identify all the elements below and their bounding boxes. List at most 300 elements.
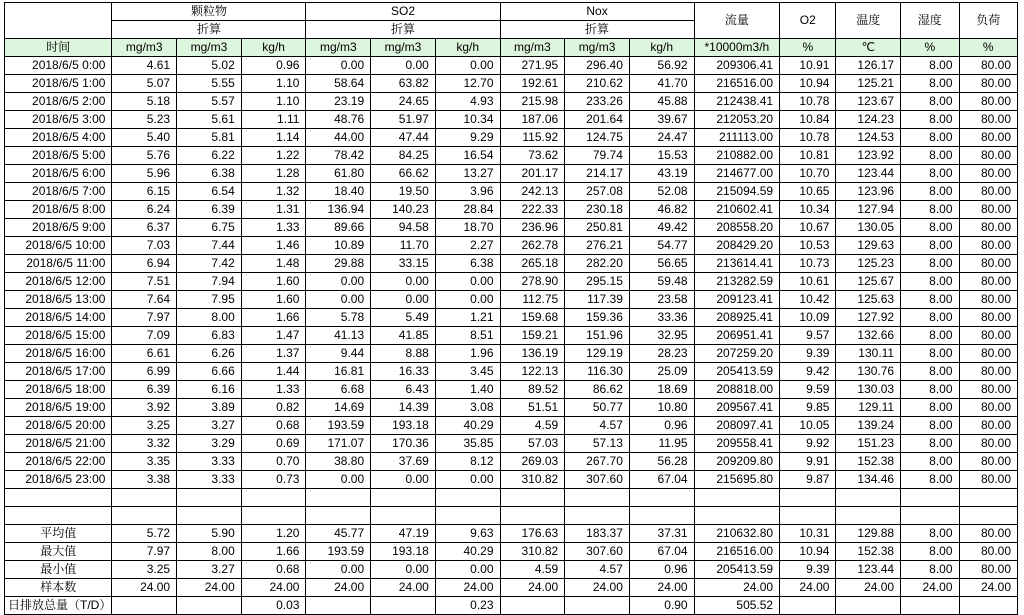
- cell-r13-c0: 7.64: [112, 291, 177, 309]
- spacer-cell: [629, 489, 694, 507]
- cell-r23-c5: 0.00: [435, 471, 500, 489]
- table-row: [5, 435, 1018, 453]
- cell-r14-c6: 159.68: [500, 309, 565, 327]
- cell-r6-c5: 13.27: [435, 165, 500, 183]
- cell-r22-c0: 3.35: [112, 453, 177, 471]
- cell-r3-c7: 201.64: [565, 111, 630, 129]
- cell-time: 2018/6/5 16:00: [5, 345, 112, 363]
- cell-r5-c9: 210882.00: [694, 147, 780, 165]
- cell-r21-c8: 11.95: [629, 435, 694, 453]
- cell-r14-c4: 5.49: [371, 309, 436, 327]
- cell-r6-c10: 10.70: [780, 165, 836, 183]
- cell-r20-c2: 0.68: [241, 417, 306, 435]
- cell-r22-c3: 38.80: [306, 453, 371, 471]
- cell-r11-c0: 6.94: [112, 255, 177, 273]
- cell-r19-c4: 14.39: [371, 399, 436, 417]
- cell-r0-c4: 0.00: [371, 57, 436, 75]
- cell-r11-c5: 6.38: [435, 255, 500, 273]
- cell-r16-c13: 80.00: [959, 345, 1017, 363]
- cell-r21-c3: 171.07: [306, 435, 371, 453]
- table-row: [5, 93, 1018, 111]
- summary-cell-s4-c4: [371, 597, 436, 615]
- cell-r4-c13: 80.00: [959, 129, 1017, 147]
- cell-r0-c13: 80.00: [959, 57, 1017, 75]
- cell-r0-c10: 10.91: [780, 57, 836, 75]
- summary-cell-s3-c2: 24.00: [241, 579, 306, 597]
- spacer-cell: [177, 489, 242, 507]
- cell-r6-c13: 80.00: [959, 165, 1017, 183]
- cell-r20-c1: 3.27: [177, 417, 242, 435]
- cell-r7-c13: 80.00: [959, 183, 1017, 201]
- spacer-cell: [371, 489, 436, 507]
- cell-r22-c7: 267.70: [565, 453, 630, 471]
- cell-r8-c8: 46.82: [629, 201, 694, 219]
- cell-r7-c5: 3.96: [435, 183, 500, 201]
- cell-r11-c9: 213614.41: [694, 255, 780, 273]
- spacer-cell: [780, 507, 836, 525]
- cell-r18-c3: 6.68: [306, 381, 371, 399]
- cell-r14-c1: 8.00: [177, 309, 242, 327]
- cell-r16-c0: 6.61: [112, 345, 177, 363]
- header-group-1: SO2: [306, 3, 500, 21]
- cell-time: 2018/6/5 22:00: [5, 453, 112, 471]
- summary-cell-s2-c1: 3.27: [177, 561, 242, 579]
- summary-cell-s3-c7: 24.00: [565, 579, 630, 597]
- summary-cell-s0-c10: 10.31: [780, 525, 836, 543]
- cell-r17-c6: 122.13: [500, 363, 565, 381]
- cell-r7-c0: 6.15: [112, 183, 177, 201]
- cell-r18-c13: 80.00: [959, 381, 1017, 399]
- cell-r13-c8: 23.58: [629, 291, 694, 309]
- cell-time: 2018/6/5 17:00: [5, 363, 112, 381]
- cell-time: 2018/6/5 14:00: [5, 309, 112, 327]
- summary-row-2: [5, 561, 1018, 579]
- cell-r23-c4: 0.00: [371, 471, 436, 489]
- cell-r2-c0: 5.18: [112, 93, 177, 111]
- summary-cell-s4-c9: 505.52: [694, 597, 780, 615]
- cell-r12-c2: 1.60: [241, 273, 306, 291]
- cell-r3-c0: 5.23: [112, 111, 177, 129]
- cell-r22-c13: 80.00: [959, 453, 1017, 471]
- cell-r3-c13: 80.00: [959, 111, 1017, 129]
- cell-r10-c12: 8.00: [901, 237, 959, 255]
- cell-r1-c6: 192.61: [500, 75, 565, 93]
- cell-r5-c2: 1.22: [241, 147, 306, 165]
- spacer-cell: [371, 507, 436, 525]
- cell-r5-c0: 5.76: [112, 147, 177, 165]
- cell-time: 2018/6/5 18:00: [5, 381, 112, 399]
- cell-r19-c9: 209567.41: [694, 399, 780, 417]
- table-row: [5, 345, 1018, 363]
- cell-time: 2018/6/5 1:00: [5, 75, 112, 93]
- table-row: [5, 453, 1018, 471]
- spacer-cell: [177, 507, 242, 525]
- summary-cell-s2-c7: 4.57: [565, 561, 630, 579]
- cell-r13-c11: 125.63: [836, 291, 901, 309]
- table-row: [5, 111, 1018, 129]
- summary-cell-s0-c12: 8.00: [901, 525, 959, 543]
- cell-time: 2018/6/5 2:00: [5, 93, 112, 111]
- summary-cell-s3-c10: 24.00: [780, 579, 836, 597]
- cell-r15-c10: 9.57: [780, 327, 836, 345]
- summary-cell-s2-c6: 4.59: [500, 561, 565, 579]
- cell-r15-c9: 206951.41: [694, 327, 780, 345]
- header-group-4: O2: [780, 3, 836, 39]
- cell-r19-c7: 50.77: [565, 399, 630, 417]
- header-group-row: [5, 3, 1018, 21]
- cell-r4-c3: 44.00: [306, 129, 371, 147]
- cell-r19-c2: 0.82: [241, 399, 306, 417]
- header-group-7: 负荷: [959, 3, 1017, 39]
- cell-r19-c11: 129.11: [836, 399, 901, 417]
- cell-r0-c5: 0.00: [435, 57, 500, 75]
- cell-r9-c6: 236.96: [500, 219, 565, 237]
- summary-label: 样本数: [5, 579, 112, 597]
- cell-time: 2018/6/5 3:00: [5, 111, 112, 129]
- cell-r17-c1: 6.66: [177, 363, 242, 381]
- cell-r17-c0: 6.99: [112, 363, 177, 381]
- spacer-cell: [836, 507, 901, 525]
- cell-r19-c1: 3.89: [177, 399, 242, 417]
- summary-row-0: [5, 525, 1018, 543]
- summary-cell-s4-c3: [306, 597, 371, 615]
- cell-r1-c9: 216516.00: [694, 75, 780, 93]
- cell-r2-c9: 212438.41: [694, 93, 780, 111]
- spacer-row: [5, 489, 1018, 507]
- summary-cell-s4-c11: [836, 597, 901, 615]
- cell-r2-c12: 8.00: [901, 93, 959, 111]
- summary-cell-s0-c11: 129.88: [836, 525, 901, 543]
- cell-r0-c6: 271.95: [500, 57, 565, 75]
- cell-r6-c6: 201.17: [500, 165, 565, 183]
- cell-r7-c10: 10.65: [780, 183, 836, 201]
- summary-cell-s0-c5: 9.63: [435, 525, 500, 543]
- cell-r18-c10: 9.59: [780, 381, 836, 399]
- emissions-data-table: [4, 2, 1018, 615]
- cell-r17-c10: 9.42: [780, 363, 836, 381]
- cell-r7-c4: 19.50: [371, 183, 436, 201]
- cell-r17-c12: 8.00: [901, 363, 959, 381]
- cell-r9-c8: 49.42: [629, 219, 694, 237]
- summary-cell-s0-c8: 37.31: [629, 525, 694, 543]
- summary-cell-s2-c4: 0.00: [371, 561, 436, 579]
- cell-r9-c12: 8.00: [901, 219, 959, 237]
- table-row: [5, 201, 1018, 219]
- spacer-cell: [500, 507, 565, 525]
- cell-r3-c11: 124.23: [836, 111, 901, 129]
- cell-r1-c3: 58.64: [306, 75, 371, 93]
- spacer-cell: [780, 489, 836, 507]
- spacer-row: [5, 507, 1018, 525]
- cell-r8-c0: 6.24: [112, 201, 177, 219]
- cell-r23-c10: 9.87: [780, 471, 836, 489]
- cell-r5-c8: 15.53: [629, 147, 694, 165]
- cell-r6-c9: 214677.00: [694, 165, 780, 183]
- cell-r10-c7: 276.21: [565, 237, 630, 255]
- cell-r21-c4: 170.36: [371, 435, 436, 453]
- cell-r23-c6: 310.82: [500, 471, 565, 489]
- summary-cell-s2-c2: 0.68: [241, 561, 306, 579]
- column-header-unit-10: %: [780, 39, 836, 57]
- spacer-cell: [836, 489, 901, 507]
- cell-r4-c7: 124.75: [565, 129, 630, 147]
- cell-r14-c10: 10.09: [780, 309, 836, 327]
- summary-cell-s3-c12: 24.00: [901, 579, 959, 597]
- cell-time: 2018/6/5 6:00: [5, 165, 112, 183]
- header-group-0: 颗粒物: [112, 3, 306, 21]
- summary-cell-s4-c12: [901, 597, 959, 615]
- cell-r10-c4: 11.70: [371, 237, 436, 255]
- cell-r21-c9: 209558.41: [694, 435, 780, 453]
- cell-r13-c2: 1.60: [241, 291, 306, 309]
- cell-r2-c8: 45.88: [629, 93, 694, 111]
- cell-r16-c8: 28.23: [629, 345, 694, 363]
- cell-r2-c3: 23.19: [306, 93, 371, 111]
- cell-r3-c9: 212053.20: [694, 111, 780, 129]
- cell-r14-c7: 159.36: [565, 309, 630, 327]
- cell-r21-c10: 9.92: [780, 435, 836, 453]
- cell-r13-c1: 7.95: [177, 291, 242, 309]
- cell-r5-c11: 123.92: [836, 147, 901, 165]
- cell-r7-c11: 123.96: [836, 183, 901, 201]
- summary-cell-s3-c4: 24.00: [371, 579, 436, 597]
- cell-r11-c12: 8.00: [901, 255, 959, 273]
- cell-r12-c7: 295.15: [565, 273, 630, 291]
- cell-r23-c3: 0.00: [306, 471, 371, 489]
- summary-cell-s4-c8: 0.90: [629, 597, 694, 615]
- cell-time: 2018/6/5 4:00: [5, 129, 112, 147]
- cell-r20-c10: 10.05: [780, 417, 836, 435]
- cell-r9-c3: 89.66: [306, 219, 371, 237]
- cell-r19-c3: 14.69: [306, 399, 371, 417]
- spacer-cell: [241, 507, 306, 525]
- header-sub-1: 折算: [306, 21, 500, 39]
- cell-r23-c13: 80.00: [959, 471, 1017, 489]
- cell-r13-c5: 0.00: [435, 291, 500, 309]
- summary-cell-s2-c13: 80.00: [959, 561, 1017, 579]
- summary-cell-s0-c6: 176.63: [500, 525, 565, 543]
- cell-r6-c1: 6.38: [177, 165, 242, 183]
- cell-r3-c12: 8.00: [901, 111, 959, 129]
- cell-r11-c10: 10.73: [780, 255, 836, 273]
- cell-r3-c6: 187.06: [500, 111, 565, 129]
- summary-row-3: [5, 579, 1018, 597]
- cell-r0-c8: 56.92: [629, 57, 694, 75]
- cell-r16-c4: 8.88: [371, 345, 436, 363]
- summary-row-4: [5, 597, 1018, 615]
- cell-r17-c2: 1.44: [241, 363, 306, 381]
- cell-r7-c3: 18.40: [306, 183, 371, 201]
- spacer-cell: [959, 489, 1017, 507]
- header-group-5: 温度: [836, 3, 901, 39]
- cell-r16-c10: 9.39: [780, 345, 836, 363]
- cell-r14-c12: 8.00: [901, 309, 959, 327]
- cell-r4-c10: 10.78: [780, 129, 836, 147]
- cell-r1-c1: 5.55: [177, 75, 242, 93]
- cell-r10-c9: 208429.20: [694, 237, 780, 255]
- cell-r16-c1: 6.26: [177, 345, 242, 363]
- cell-r8-c4: 140.23: [371, 201, 436, 219]
- cell-r10-c0: 7.03: [112, 237, 177, 255]
- cell-r9-c4: 94.58: [371, 219, 436, 237]
- cell-r9-c5: 18.70: [435, 219, 500, 237]
- cell-r3-c4: 51.97: [371, 111, 436, 129]
- cell-r9-c13: 80.00: [959, 219, 1017, 237]
- header-sub-2: 折算: [500, 21, 694, 39]
- spacer-cell: [629, 507, 694, 525]
- cell-r6-c2: 1.28: [241, 165, 306, 183]
- cell-r16-c5: 1.96: [435, 345, 500, 363]
- cell-r18-c2: 1.33: [241, 381, 306, 399]
- cell-r11-c2: 1.48: [241, 255, 306, 273]
- summary-cell-s4-c5: 0.23: [435, 597, 500, 615]
- table-row: [5, 165, 1018, 183]
- cell-r15-c1: 6.83: [177, 327, 242, 345]
- summary-label: 最小值: [5, 561, 112, 579]
- cell-r2-c2: 1.10: [241, 93, 306, 111]
- cell-time: 2018/6/5 20:00: [5, 417, 112, 435]
- column-header-unit-4: mg/m3: [371, 39, 436, 57]
- cell-r9-c2: 1.33: [241, 219, 306, 237]
- cell-r17-c13: 80.00: [959, 363, 1017, 381]
- spacer-cell: [901, 489, 959, 507]
- cell-r17-c8: 25.09: [629, 363, 694, 381]
- cell-r5-c6: 73.62: [500, 147, 565, 165]
- cell-r11-c8: 56.65: [629, 255, 694, 273]
- cell-r15-c7: 151.96: [565, 327, 630, 345]
- cell-r16-c6: 136.19: [500, 345, 565, 363]
- cell-time: 2018/6/5 8:00: [5, 201, 112, 219]
- cell-r21-c7: 57.13: [565, 435, 630, 453]
- cell-r16-c2: 1.37: [241, 345, 306, 363]
- cell-r13-c6: 112.75: [500, 291, 565, 309]
- cell-r20-c7: 4.57: [565, 417, 630, 435]
- cell-r9-c0: 6.37: [112, 219, 177, 237]
- cell-r1-c13: 80.00: [959, 75, 1017, 93]
- cell-r17-c5: 3.45: [435, 363, 500, 381]
- summary-cell-s3-c13: 24.00: [959, 579, 1017, 597]
- cell-r2-c10: 10.78: [780, 93, 836, 111]
- cell-r15-c8: 32.95: [629, 327, 694, 345]
- cell-r17-c4: 16.33: [371, 363, 436, 381]
- table-row: [5, 75, 1018, 93]
- summary-cell-s2-c5: 0.00: [435, 561, 500, 579]
- summary-cell-s1-c0: 7.97: [112, 543, 177, 561]
- spacer-cell: [112, 507, 177, 525]
- spacer-cell: [959, 507, 1017, 525]
- summary-cell-s2-c9: 205413.59: [694, 561, 780, 579]
- table-row: [5, 381, 1018, 399]
- table-row: [5, 363, 1018, 381]
- cell-r1-c0: 5.07: [112, 75, 177, 93]
- cell-r21-c1: 3.29: [177, 435, 242, 453]
- summary-cell-s2-c3: 0.00: [306, 561, 371, 579]
- cell-r16-c9: 207259.20: [694, 345, 780, 363]
- spacer-cell: [500, 489, 565, 507]
- spacer-cell: [901, 507, 959, 525]
- cell-r11-c4: 33.15: [371, 255, 436, 273]
- cell-r11-c3: 29.88: [306, 255, 371, 273]
- cell-r12-c12: 8.00: [901, 273, 959, 291]
- cell-r12-c10: 10.61: [780, 273, 836, 291]
- column-header-unit-3: mg/m3: [306, 39, 371, 57]
- cell-r22-c11: 152.38: [836, 453, 901, 471]
- column-header-unit-11: ℃: [836, 39, 901, 57]
- cell-r14-c5: 1.21: [435, 309, 500, 327]
- cell-r21-c6: 57.03: [500, 435, 565, 453]
- summary-cell-s2-c8: 0.96: [629, 561, 694, 579]
- cell-r18-c1: 6.16: [177, 381, 242, 399]
- cell-r5-c4: 84.25: [371, 147, 436, 165]
- cell-r12-c8: 59.48: [629, 273, 694, 291]
- cell-r10-c10: 10.53: [780, 237, 836, 255]
- column-header-unit-7: mg/m3: [565, 39, 630, 57]
- cell-r5-c7: 79.74: [565, 147, 630, 165]
- cell-r20-c5: 40.29: [435, 417, 500, 435]
- cell-r14-c11: 127.92: [836, 309, 901, 327]
- cell-r22-c6: 269.03: [500, 453, 565, 471]
- cell-r1-c7: 210.62: [565, 75, 630, 93]
- cell-r10-c6: 262.78: [500, 237, 565, 255]
- cell-r15-c13: 80.00: [959, 327, 1017, 345]
- cell-r15-c6: 159.21: [500, 327, 565, 345]
- summary-cell-s4-c7: [565, 597, 630, 615]
- cell-r11-c6: 265.18: [500, 255, 565, 273]
- cell-r10-c5: 2.27: [435, 237, 500, 255]
- summary-cell-s2-c12: 8.00: [901, 561, 959, 579]
- summary-cell-s3-c5: 24.00: [435, 579, 500, 597]
- cell-r19-c0: 3.92: [112, 399, 177, 417]
- cell-time: 2018/6/5 10:00: [5, 237, 112, 255]
- summary-cell-s4-c1: [177, 597, 242, 615]
- table-row: [5, 237, 1018, 255]
- cell-r1-c2: 1.10: [241, 75, 306, 93]
- column-header-unit-9: *10000m3/h: [694, 39, 780, 57]
- cell-r9-c1: 6.75: [177, 219, 242, 237]
- cell-r20-c9: 208097.41: [694, 417, 780, 435]
- table-body: [5, 3, 1018, 615]
- summary-cell-s1-c1: 8.00: [177, 543, 242, 561]
- cell-r13-c9: 209123.41: [694, 291, 780, 309]
- cell-time: 2018/6/5 7:00: [5, 183, 112, 201]
- cell-r0-c1: 5.02: [177, 57, 242, 75]
- cell-r6-c12: 8.00: [901, 165, 959, 183]
- cell-r5-c1: 6.22: [177, 147, 242, 165]
- cell-r15-c11: 132.66: [836, 327, 901, 345]
- column-header-unit-13: %: [959, 39, 1017, 57]
- cell-r0-c12: 8.00: [901, 57, 959, 75]
- cell-r22-c5: 8.12: [435, 453, 500, 471]
- cell-r6-c0: 5.96: [112, 165, 177, 183]
- cell-r17-c9: 205413.59: [694, 363, 780, 381]
- summary-cell-s4-c10: [780, 597, 836, 615]
- cell-r12-c6: 278.90: [500, 273, 565, 291]
- cell-r21-c13: 80.00: [959, 435, 1017, 453]
- cell-r14-c3: 5.78: [306, 309, 371, 327]
- cell-r22-c8: 56.28: [629, 453, 694, 471]
- column-header-time: 时间: [5, 39, 112, 57]
- table-row: [5, 129, 1018, 147]
- cell-r18-c11: 130.03: [836, 381, 901, 399]
- spacer-cell: [306, 507, 371, 525]
- summary-cell-s0-c2: 1.20: [241, 525, 306, 543]
- cell-r20-c6: 4.59: [500, 417, 565, 435]
- cell-r0-c11: 126.17: [836, 57, 901, 75]
- cell-r8-c11: 127.94: [836, 201, 901, 219]
- cell-r8-c12: 8.00: [901, 201, 959, 219]
- cell-time: 2018/6/5 0:00: [5, 57, 112, 75]
- cell-r15-c12: 8.00: [901, 327, 959, 345]
